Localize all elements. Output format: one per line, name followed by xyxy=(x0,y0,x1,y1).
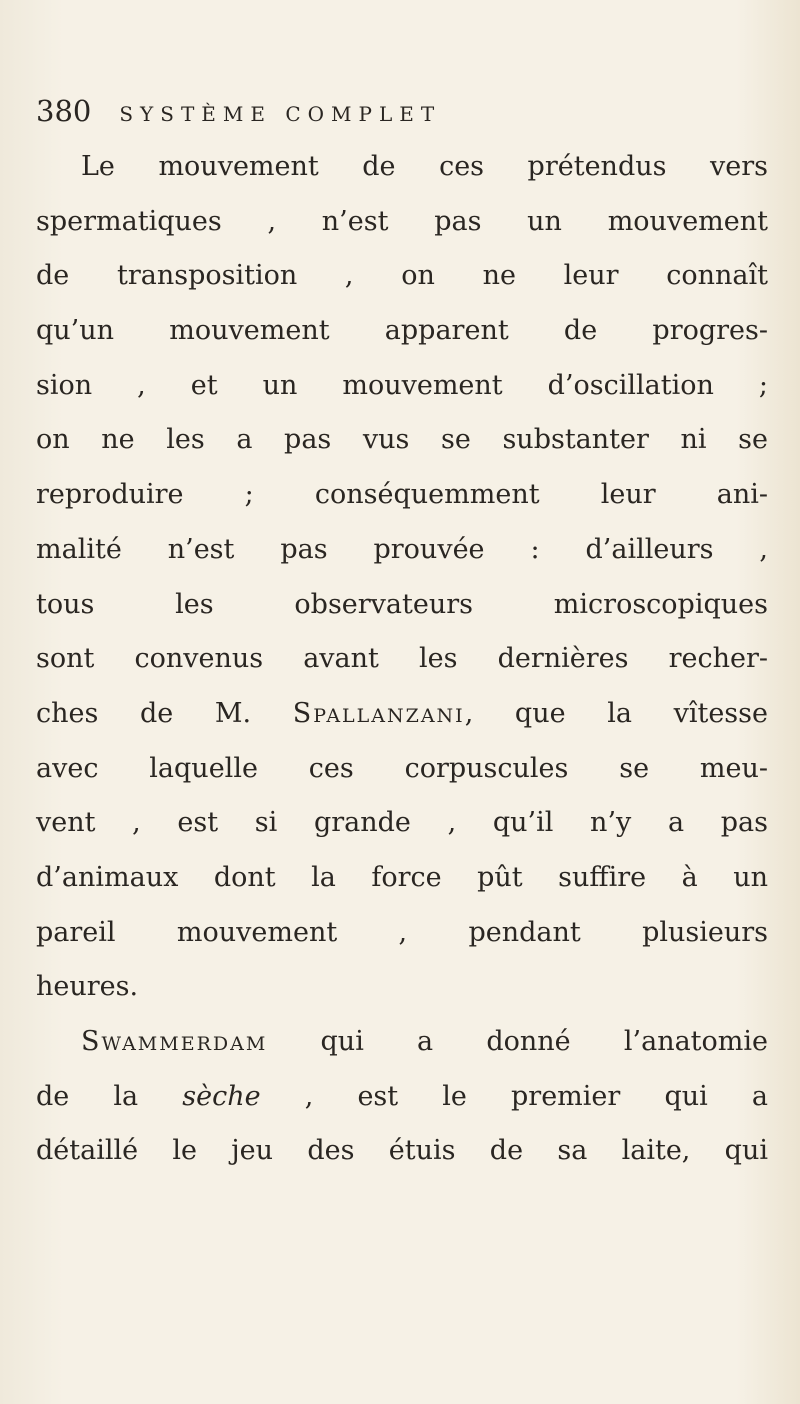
text-fragment: , est le premier qui a xyxy=(260,1080,768,1112)
text-line: sion , et un mouvement d’oscillation ; xyxy=(36,369,768,401)
text-line xyxy=(36,687,768,742)
page-header xyxy=(36,94,736,130)
body-text xyxy=(36,140,768,1179)
author-name-spallanzani: Spallanzani xyxy=(292,697,465,729)
page-number: 380 xyxy=(36,94,92,128)
text-line: on ne les a pas vus se substanter ni se xyxy=(36,424,768,456)
text-fragment: de la xyxy=(36,1080,183,1112)
text-line: détaillé le jeu des étuis de sa laite, qui xyxy=(36,1135,768,1167)
text-line xyxy=(36,1070,768,1125)
text-fragment: ches de M. xyxy=(36,697,293,729)
text-fragment: qui a donné l’anatomie xyxy=(267,1026,768,1057)
text-fragment: , que la vîtesse xyxy=(464,697,768,729)
running-title: SYSTÈME COMPLET xyxy=(119,102,442,126)
text-line: malité n’est pas prouvée : d’ailleurs , xyxy=(36,533,768,565)
author-name-swammerdam: Swammerdam xyxy=(81,1026,268,1057)
text-line: avec laquelle ces corpuscules se meu- xyxy=(36,752,768,784)
text-line: heures. xyxy=(36,971,139,1003)
text-line xyxy=(36,1015,768,1070)
italic-word: sèche xyxy=(182,1080,261,1112)
text-line: pareil mouvement , pendant plusieurs xyxy=(36,916,768,948)
text-line: tous les observateurs microscopiques xyxy=(36,588,768,620)
text-line: vent , est si grande , qu’il n’y a pas xyxy=(36,807,768,839)
text-line: qu’un mouvement apparent de progres- xyxy=(36,315,768,347)
text-line: de transposition , on ne leur connaît xyxy=(36,260,768,292)
text-line: Le mouvement de ces prétendus vers xyxy=(81,151,768,182)
text-line: spermatiques , n’est pas un mouvement xyxy=(36,205,768,237)
text-line: reproduire ; conséquemment leur ani- xyxy=(36,479,768,511)
text-line: sont convenus avant les dernières recher- xyxy=(36,643,768,675)
text-line: d’animaux dont la force pût suffire à un xyxy=(36,861,768,893)
